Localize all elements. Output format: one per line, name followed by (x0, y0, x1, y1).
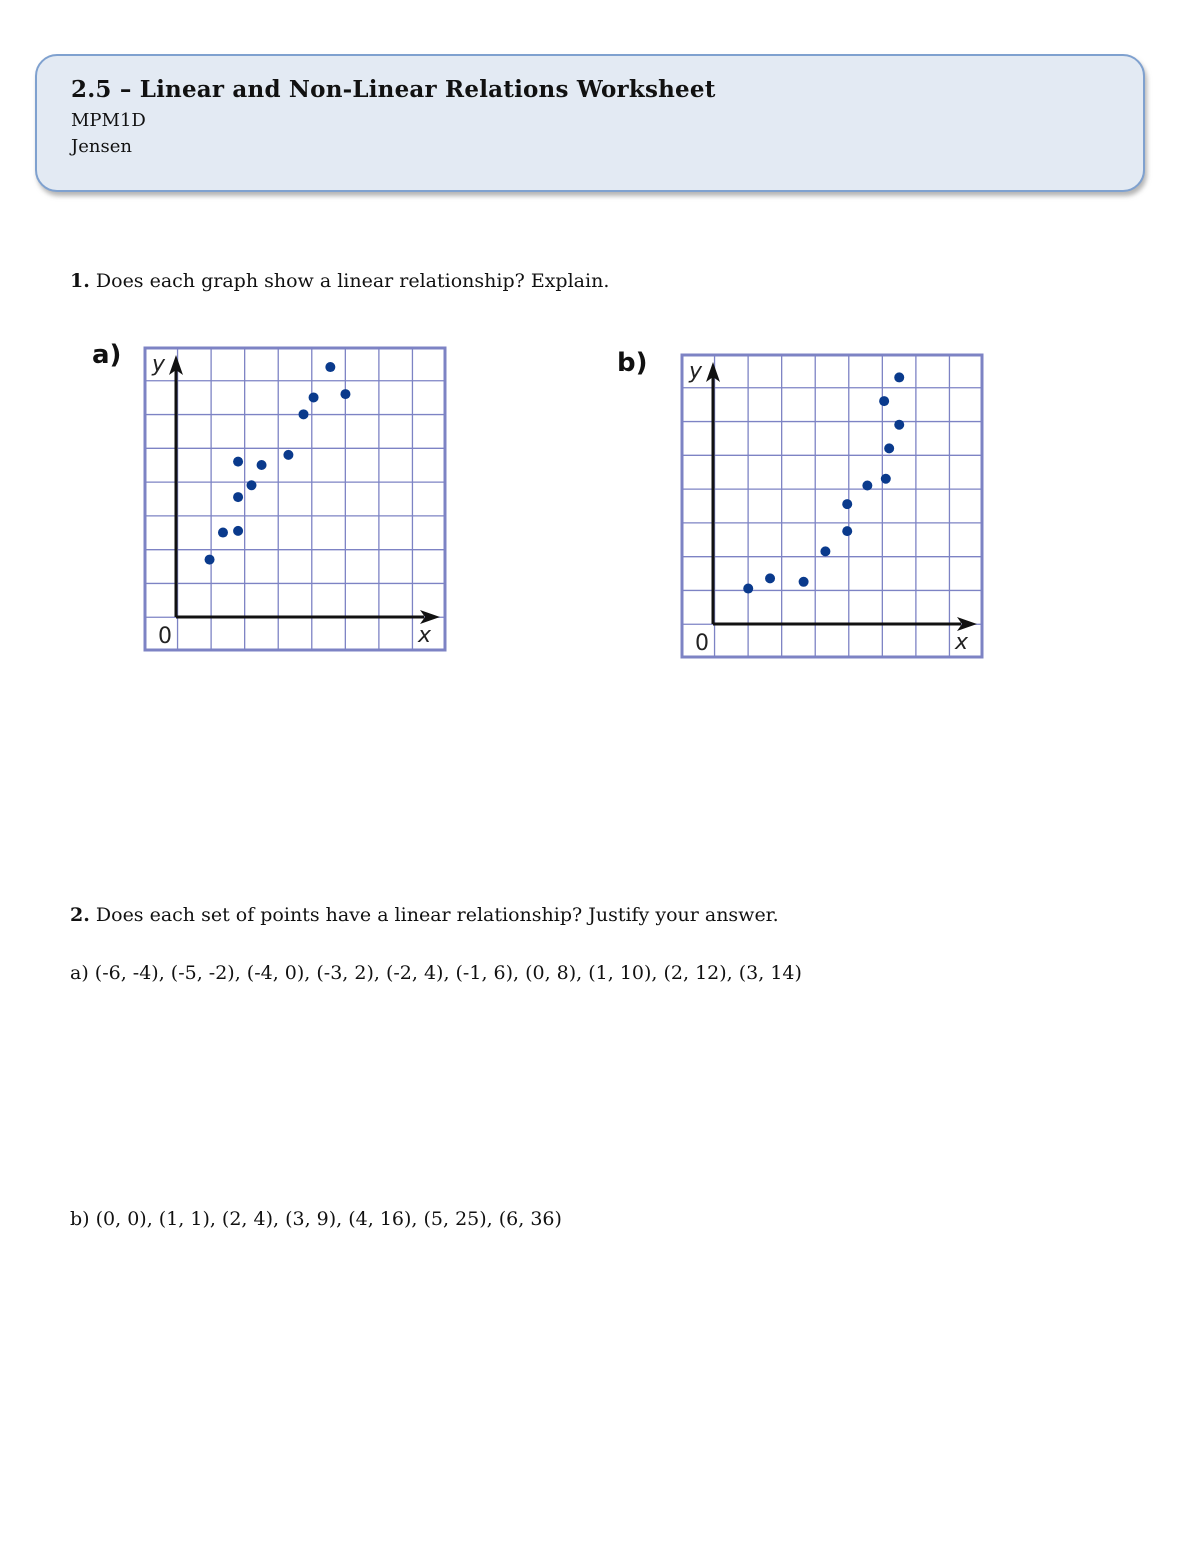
graph-b-y-label: y (689, 359, 703, 384)
graph-a-point-1 (205, 555, 215, 565)
graph-b-origin-label: 0 (695, 631, 709, 656)
graph-b-point-2 (765, 573, 775, 583)
graph-b (681, 354, 983, 658)
question-2-text: Does each set of points have a linear relationship? Justify your answer. (95, 904, 779, 926)
graph-a-origin-label: 0 (158, 624, 172, 649)
graph-b-point-11 (879, 396, 889, 406)
graph-b-point-7 (862, 481, 872, 491)
graph-a-point-3 (233, 526, 243, 536)
graph-a-point-6 (233, 457, 243, 467)
graph-b-point-4 (820, 546, 830, 556)
question-2-number: 2. (70, 904, 90, 926)
question-2-part-b: b) (0, 0), (1, 1), (2, 4), (3, 9), (4, 16), (5, 25), (6, 36) (70, 1208, 562, 1230)
graph-b-point-12 (894, 372, 904, 382)
graph-a-point-5 (247, 480, 257, 490)
header-box (35, 54, 1145, 192)
graph-a-label: a) (92, 340, 122, 370)
question-1-number: 1. (70, 270, 90, 292)
graph-a-point-9 (299, 409, 309, 419)
graph-b-point-1 (743, 584, 753, 594)
question-2-part-a: a) (-6, -4), (-5, -2), (-4, 0), (-3, 2), (-2, 4), (-1, 6), (0, 8), (1, 10), (2, 12), (3, 14) (70, 962, 802, 984)
graph-b-point-6 (842, 499, 852, 509)
graph-a-y-label: y (152, 352, 166, 377)
graph-b-point-9 (884, 443, 894, 453)
graph-b-point-3 (799, 577, 809, 587)
graph-a-frame (145, 348, 445, 650)
graph-b-point-5 (842, 526, 852, 536)
graph-b-point-8 (881, 474, 891, 484)
question-1-text: Does each graph show a linear relationship? Explain. (95, 270, 610, 292)
graph-a-x-label: x (418, 623, 432, 648)
course-code: MPM1D (71, 110, 146, 131)
graph-a-point-8 (283, 450, 293, 460)
graph-b-label: b) (617, 348, 648, 378)
question-2 (70, 904, 779, 926)
graph-b-frame (682, 355, 982, 657)
graph-a (144, 347, 446, 651)
graph-b-x-label: x (955, 630, 969, 655)
graph-a-point-11 (325, 362, 335, 372)
teacher-name: Jensen (71, 136, 132, 157)
worksheet-title: 2.5 – Linear and Non-Linear Relations Worksheet (71, 76, 716, 103)
graph-b-point-10 (894, 420, 904, 430)
graph-a-point-4 (233, 492, 243, 502)
question-1 (70, 270, 609, 292)
graph-a-point-12 (340, 389, 350, 399)
graph-a-point-10 (309, 392, 319, 402)
graph-a-point-2 (218, 528, 228, 538)
graph-a-point-7 (257, 460, 267, 470)
